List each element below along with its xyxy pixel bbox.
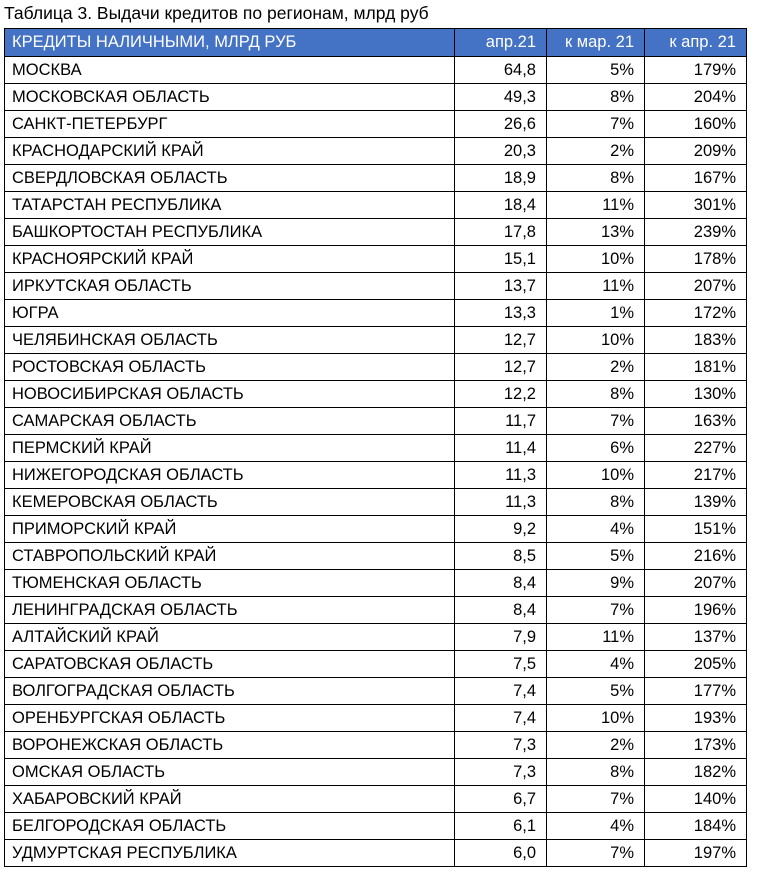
region-cell: ВОЛГОГРАДСКАЯ ОБЛАСТЬ (5, 678, 455, 705)
region-cell: БАШКОРТОСТАН РЕСПУБЛИКА (5, 219, 455, 246)
table-row (5, 354, 747, 381)
region-cell: КРАСНОДАРСКИЙ КРАЙ (5, 138, 455, 165)
vs-mar21-cell: 2% (547, 138, 645, 165)
table-row (5, 219, 747, 246)
apr21-value-cell: 12,7 (455, 327, 547, 354)
vs-apr21-cell: 177% (645, 678, 747, 705)
table-row (5, 840, 747, 867)
table-row (5, 192, 747, 219)
vs-apr21-cell: 217% (645, 462, 747, 489)
apr21-value-cell: 11,3 (455, 489, 547, 516)
region-cell: ЮГРА (5, 300, 455, 327)
vs-apr21-cell: 172% (645, 300, 747, 327)
region-cell: ЧЕЛЯБИНСКАЯ ОБЛАСТЬ (5, 327, 455, 354)
vs-apr21-cell: 160% (645, 111, 747, 138)
vs-mar21-cell: 9% (547, 570, 645, 597)
region-cell: АЛТАЙСКИЙ КРАЙ (5, 624, 455, 651)
vs-apr21-cell: 130% (645, 381, 747, 408)
apr21-value-cell: 64,8 (455, 57, 547, 84)
vs-apr21-cell: 181% (645, 354, 747, 381)
region-cell: ТАТАРСТАН РЕСПУБЛИКА (5, 192, 455, 219)
vs-mar21-cell: 8% (547, 489, 645, 516)
vs-mar21-cell: 5% (547, 678, 645, 705)
vs-mar21-cell: 11% (547, 273, 645, 300)
apr21-value-cell: 13,7 (455, 273, 547, 300)
vs-apr21-cell: 209% (645, 138, 747, 165)
vs-mar21-cell: 2% (547, 354, 645, 381)
region-cell: НОВОСИБИРСКАЯ ОБЛАСТЬ (5, 381, 455, 408)
column-header-region: КРЕДИТЫ НАЛИЧНЫМИ, МЛРД РУБ (5, 29, 455, 57)
vs-mar21-cell: 8% (547, 84, 645, 111)
vs-apr21-cell: 207% (645, 273, 747, 300)
vs-apr21-cell: 183% (645, 327, 747, 354)
vs-apr21-cell: 227% (645, 435, 747, 462)
table-row (5, 381, 747, 408)
vs-mar21-cell: 10% (547, 327, 645, 354)
table-row (5, 435, 747, 462)
vs-mar21-cell: 5% (547, 543, 645, 570)
vs-mar21-cell: 7% (547, 840, 645, 867)
vs-mar21-cell: 10% (547, 462, 645, 489)
region-cell: ПРИМОРСКИЙ КРАЙ (5, 516, 455, 543)
table-row (5, 786, 747, 813)
apr21-value-cell: 15,1 (455, 246, 547, 273)
vs-apr21-cell: 163% (645, 408, 747, 435)
vs-apr21-cell: 151% (645, 516, 747, 543)
vs-apr21-cell: 193% (645, 705, 747, 732)
vs-mar21-cell: 8% (547, 381, 645, 408)
apr21-value-cell: 26,6 (455, 111, 547, 138)
vs-apr21-cell: 139% (645, 489, 747, 516)
credits-by-region-table (4, 28, 747, 867)
vs-apr21-cell: 196% (645, 597, 747, 624)
table-row (5, 813, 747, 840)
apr21-value-cell: 11,7 (455, 408, 547, 435)
vs-apr21-cell: 140% (645, 786, 747, 813)
vs-mar21-cell: 1% (547, 300, 645, 327)
column-header-vs-apr21: к апр. 21 (645, 29, 747, 57)
region-cell: ХАБАРОВСКИЙ КРАЙ (5, 786, 455, 813)
vs-apr21-cell: 207% (645, 570, 747, 597)
apr21-value-cell: 11,4 (455, 435, 547, 462)
table-caption: Таблица 3. Выдачи кредитов по регионам, млрд руб (4, 3, 429, 23)
vs-mar21-cell: 7% (547, 786, 645, 813)
apr21-value-cell: 9,2 (455, 516, 547, 543)
vs-mar21-cell: 8% (547, 759, 645, 786)
vs-apr21-cell: 179% (645, 57, 747, 84)
region-cell: КЕМЕРОВСКАЯ ОБЛАСТЬ (5, 489, 455, 516)
table-row (5, 165, 747, 192)
column-header-apr21: апр.21 (455, 29, 547, 57)
header-row (5, 29, 747, 57)
table-header (5, 29, 747, 57)
region-cell: МОСКОВСКАЯ ОБЛАСТЬ (5, 84, 455, 111)
table-row (5, 732, 747, 759)
table-row (5, 273, 747, 300)
vs-apr21-cell: 197% (645, 840, 747, 867)
table-row (5, 462, 747, 489)
table-row (5, 651, 747, 678)
table-row (5, 543, 747, 570)
region-cell: ОРЕНБУРГСКАЯ ОБЛАСТЬ (5, 705, 455, 732)
table-row (5, 597, 747, 624)
table-row (5, 111, 747, 138)
apr21-value-cell: 8,4 (455, 570, 547, 597)
region-cell: САРАТОВСКАЯ ОБЛАСТЬ (5, 651, 455, 678)
table-row (5, 516, 747, 543)
apr21-value-cell: 17,8 (455, 219, 547, 246)
vs-mar21-cell: 11% (547, 192, 645, 219)
vs-apr21-cell: 216% (645, 543, 747, 570)
vs-mar21-cell: 4% (547, 813, 645, 840)
table-row (5, 408, 747, 435)
apr21-value-cell: 6,0 (455, 840, 547, 867)
apr21-value-cell: 18,4 (455, 192, 547, 219)
region-cell: САНКТ-ПЕТЕРБУРГ (5, 111, 455, 138)
region-cell: РОСТОВСКАЯ ОБЛАСТЬ (5, 354, 455, 381)
region-cell: ИРКУТСКАЯ ОБЛАСТЬ (5, 273, 455, 300)
vs-mar21-cell: 5% (547, 57, 645, 84)
apr21-value-cell: 8,4 (455, 597, 547, 624)
region-cell: БЕЛГОРОДСКАЯ ОБЛАСТЬ (5, 813, 455, 840)
table-row (5, 759, 747, 786)
table-row (5, 624, 747, 651)
vs-apr21-cell: 204% (645, 84, 747, 111)
vs-apr21-cell: 205% (645, 651, 747, 678)
vs-apr21-cell: 301% (645, 192, 747, 219)
apr21-value-cell: 7,4 (455, 678, 547, 705)
apr21-value-cell: 13,3 (455, 300, 547, 327)
vs-mar21-cell: 10% (547, 246, 645, 273)
vs-mar21-cell: 10% (547, 705, 645, 732)
region-cell: СТАВРОПОЛЬСКИЙ КРАЙ (5, 543, 455, 570)
region-cell: ВОРОНЕЖСКАЯ ОБЛАСТЬ (5, 732, 455, 759)
vs-mar21-cell: 8% (547, 165, 645, 192)
vs-mar21-cell: 7% (547, 597, 645, 624)
table-row (5, 327, 747, 354)
table-row (5, 300, 747, 327)
region-cell: САМАРСКАЯ ОБЛАСТЬ (5, 408, 455, 435)
table-row (5, 246, 747, 273)
vs-apr21-cell: 173% (645, 732, 747, 759)
table-row (5, 84, 747, 111)
vs-mar21-cell: 11% (547, 624, 645, 651)
region-cell: КРАСНОЯРСКИЙ КРАЙ (5, 246, 455, 273)
region-cell: СВЕРДЛОВСКАЯ ОБЛАСТЬ (5, 165, 455, 192)
region-cell: ОМСКАЯ ОБЛАСТЬ (5, 759, 455, 786)
apr21-value-cell: 20,3 (455, 138, 547, 165)
vs-apr21-cell: 239% (645, 219, 747, 246)
apr21-value-cell: 6,7 (455, 786, 547, 813)
vs-mar21-cell: 7% (547, 111, 645, 138)
region-cell: НИЖЕГОРОДСКАЯ ОБЛАСТЬ (5, 462, 455, 489)
apr21-value-cell: 18,9 (455, 165, 547, 192)
table-row (5, 678, 747, 705)
vs-apr21-cell: 167% (645, 165, 747, 192)
region-cell: ТЮМЕНСКАЯ ОБЛАСТЬ (5, 570, 455, 597)
table-row (5, 489, 747, 516)
apr21-value-cell: 7,5 (455, 651, 547, 678)
column-header-vs-mar21: к мар. 21 (547, 29, 645, 57)
region-cell: УДМУРТСКАЯ РЕСПУБЛИКА (5, 840, 455, 867)
apr21-value-cell: 11,3 (455, 462, 547, 489)
region-cell: ПЕРМСКИЙ КРАЙ (5, 435, 455, 462)
region-cell: ЛЕНИНГРАДСКАЯ ОБЛАСТЬ (5, 597, 455, 624)
apr21-value-cell: 7,3 (455, 759, 547, 786)
table-row (5, 570, 747, 597)
region-cell: МОСКВА (5, 57, 455, 84)
vs-apr21-cell: 178% (645, 246, 747, 273)
vs-mar21-cell: 7% (547, 408, 645, 435)
table-row (5, 705, 747, 732)
apr21-value-cell: 12,7 (455, 354, 547, 381)
apr21-value-cell: 49,3 (455, 84, 547, 111)
vs-mar21-cell: 6% (547, 435, 645, 462)
vs-mar21-cell: 4% (547, 651, 645, 678)
vs-mar21-cell: 4% (547, 516, 645, 543)
vs-apr21-cell: 184% (645, 813, 747, 840)
vs-mar21-cell: 13% (547, 219, 645, 246)
table-body (5, 57, 747, 867)
table-row (5, 57, 747, 84)
apr21-value-cell: 12,2 (455, 381, 547, 408)
table-row (5, 138, 747, 165)
apr21-value-cell: 7,4 (455, 705, 547, 732)
apr21-value-cell: 8,5 (455, 543, 547, 570)
vs-mar21-cell: 2% (547, 732, 645, 759)
apr21-value-cell: 7,3 (455, 732, 547, 759)
vs-apr21-cell: 137% (645, 624, 747, 651)
vs-apr21-cell: 182% (645, 759, 747, 786)
apr21-value-cell: 6,1 (455, 813, 547, 840)
apr21-value-cell: 7,9 (455, 624, 547, 651)
